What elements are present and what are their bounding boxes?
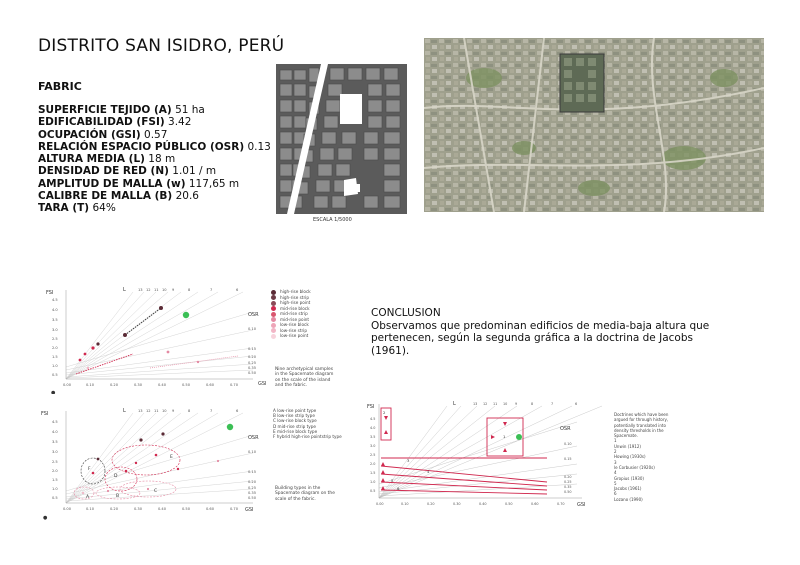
- l-tick: 11: [493, 402, 498, 406]
- metric-label: RELACIÓN ESPACIO PÚBLICO (OSR): [38, 140, 245, 153]
- l-tick: 8: [188, 409, 191, 413]
- legend-item: [271, 333, 341, 339]
- region-label: 6: [397, 486, 400, 491]
- fsi-tick: 1.0: [52, 364, 58, 368]
- osr-tick: 0.20: [248, 355, 257, 359]
- legend-swatch: [271, 323, 276, 328]
- metric-label: EDIFICABILIDAD (FSI): [38, 116, 165, 129]
- metric-value: 3.42: [168, 116, 192, 129]
- gsi-axis-label: GSI: [245, 507, 254, 513]
- fsi-tick: 4.5: [52, 420, 58, 424]
- metric-value: 0.57: [144, 128, 168, 141]
- osr-tick: 0.50: [248, 496, 257, 500]
- spacemate-chart-building-types: [38, 403, 268, 521]
- doctrine-note: 2: [614, 449, 617, 455]
- gsi-tick: 0.30: [134, 383, 143, 387]
- fsi-axis-label: FSI: [41, 411, 49, 417]
- l-tick: 6: [236, 288, 239, 292]
- gsi-tick: 0.20: [427, 502, 435, 506]
- osr-tick: 0.50: [248, 371, 257, 375]
- legend-label: low-rise strip: [280, 327, 308, 333]
- fsi-tick: 1.5: [52, 355, 58, 359]
- dashed-trend-pink: [150, 356, 238, 368]
- sample-point-highlight: [183, 312, 189, 318]
- fsi-tick: 2.0: [52, 469, 58, 473]
- doctrine-note: 4: [614, 470, 617, 476]
- l-tick: 12: [483, 402, 488, 406]
- region-label: C: [154, 489, 158, 494]
- conclusion-text: Observamos que predominan edificios de media-baja altura que pertenecen, según la segunda gráfica a la doctrina de Jacobs (1961).: [371, 319, 710, 357]
- legend-item: A low-rise point type: [273, 408, 317, 413]
- l-axis-label: L: [453, 401, 456, 407]
- sample-point: [217, 460, 219, 462]
- osr-tick: 0.20: [248, 480, 257, 484]
- metric-label: DENSIDAD DE RED (N): [38, 165, 169, 178]
- osr-tick: 0.15: [564, 457, 572, 461]
- l-tick: 10: [162, 288, 167, 292]
- gsi-axis-label: GSI: [258, 381, 267, 387]
- metric-value: 64%: [92, 202, 116, 215]
- osr-tick: 0.35: [248, 366, 257, 370]
- sample-point: [91, 346, 94, 349]
- osr-tick: 0.10: [564, 442, 572, 446]
- region-label: 5: [391, 478, 394, 483]
- metric-label: OCUPACIÓN (GSI): [38, 128, 141, 141]
- region-label: F: [88, 467, 91, 472]
- metric-value: 117,65 m: [188, 177, 240, 190]
- osr-tick: 0.35: [248, 491, 257, 495]
- l-axis-label: L: [123, 287, 126, 293]
- l-tick: 13: [138, 409, 143, 413]
- fsi-tick: 4.0: [52, 430, 58, 434]
- legend-label: mid-rise point: [280, 316, 310, 322]
- doctrine-note: Lozano (1990): [614, 496, 643, 502]
- metric-row: [38, 178, 271, 190]
- sample-point: [82, 492, 84, 494]
- doctrine-note: le Corbusier (1920s): [614, 464, 655, 470]
- osr-axis-label: OSR: [248, 312, 259, 318]
- l-tick: 10: [503, 402, 508, 406]
- legend-label: high-rise strip: [280, 294, 309, 300]
- legend-swatch: [271, 334, 276, 339]
- arrow-icon: [381, 486, 385, 490]
- arrow-icon: [381, 470, 385, 474]
- sample-point: [161, 432, 164, 435]
- l-tick: 6: [236, 409, 239, 413]
- l-rays: [66, 292, 253, 379]
- legend-swatch: [271, 290, 276, 295]
- spacemate-chart-archetypes: [38, 282, 268, 394]
- region-label: B: [116, 494, 120, 499]
- metric-label: TARA (T): [38, 202, 90, 215]
- metric-label: CALIBRE DE MALLA (B): [38, 190, 173, 203]
- l-tick: 13: [138, 288, 143, 292]
- legend-label: low-rise block: [280, 322, 309, 327]
- fsi-tick: 3.5: [52, 318, 58, 322]
- osr-tick: 0.20: [564, 475, 572, 479]
- region-label: 3: [407, 458, 410, 463]
- legend-item: C low-rise block type: [273, 418, 317, 424]
- gsi-tick: 0.10: [86, 507, 95, 511]
- gsi-tick: 0.30: [453, 502, 461, 506]
- gsi-tick: 0.70: [230, 507, 239, 511]
- l-tick: 11: [154, 409, 159, 413]
- arrow-icon: [381, 478, 385, 482]
- gsi-tick: 0.70: [230, 383, 239, 387]
- doctrine-note: Doctrines which have been argued for through history, potentially translated into density thresholds in the Spacemate.: [614, 412, 669, 439]
- metric-value: 1.01 / m: [172, 165, 217, 178]
- gsi-tick: 0.60: [206, 507, 215, 511]
- region-label: E: [170, 455, 173, 460]
- gsi-tick: 0.00: [63, 383, 72, 387]
- metric-value: 20.6: [175, 190, 199, 203]
- gsi-tick: 0.60: [206, 383, 215, 387]
- legend-item: E mid-rise block type: [273, 428, 318, 434]
- l-tick: 9: [172, 409, 175, 413]
- osr-tick: 0.10: [248, 327, 257, 331]
- arrow-icon: [503, 422, 507, 426]
- l-tick: 9: [515, 402, 518, 406]
- dashed-trend-dark: [125, 308, 161, 335]
- sample-point: [92, 472, 95, 475]
- sample-point: [147, 488, 149, 490]
- arrow-icon: [491, 435, 495, 439]
- plan-scale-label: ESCALA 1/5000: [313, 217, 352, 223]
- osr-tick: 0.35: [564, 485, 572, 489]
- fsi-tick: 4.5: [52, 298, 58, 302]
- region-label: 4: [427, 469, 430, 474]
- doctrine-note: Unwin (1912): [614, 443, 641, 449]
- region-label: 1: [503, 434, 506, 439]
- fsi-tick: 3.0: [52, 450, 58, 454]
- l-tick: 7: [210, 288, 213, 292]
- sample-point: [107, 490, 109, 492]
- legend-label: mid-rise block: [280, 305, 310, 311]
- fsi-tick: 1.0: [52, 487, 58, 491]
- metric-row: [38, 129, 271, 141]
- sample-point-high-rise: [159, 306, 163, 310]
- arrow-icon: [384, 430, 388, 434]
- metric-row: [38, 116, 271, 128]
- gsi-tick: 0.00: [63, 507, 72, 511]
- metric-value: 51 ha: [175, 104, 205, 116]
- doctrine-note: Howing (1930s): [614, 454, 646, 460]
- metric-row: [38, 104, 271, 116]
- page-title: DISTRITO SAN ISIDRO, PERÚ: [38, 36, 285, 56]
- metric-value: 18 m: [148, 153, 176, 166]
- sample-point-highlight: [516, 434, 522, 440]
- arrow-icon: [384, 416, 388, 420]
- fsi-tick: 0.5: [52, 373, 58, 377]
- sample-point-highlight: [227, 424, 233, 430]
- metric-value: 0.13: [247, 140, 271, 153]
- fabric-heading: FABRIC: [38, 80, 82, 93]
- legend-label: high-rise point: [280, 300, 311, 305]
- chart1-legend: [271, 289, 341, 339]
- fsi-tick: 3.5: [52, 440, 58, 444]
- fsi-tick: 4.0: [370, 426, 376, 430]
- arrow-icon: [381, 462, 385, 466]
- osr-tick: 0.25: [248, 486, 257, 490]
- gsi-tick: 0.40: [158, 383, 167, 387]
- metric-label: AMPLITUD DE MALLA (w): [38, 177, 186, 190]
- l-tick: 11: [154, 288, 159, 292]
- metric-row: [38, 202, 271, 214]
- l-tick: 7: [551, 402, 554, 406]
- gsi-axis-label: GSI: [577, 502, 586, 508]
- sample-point: [84, 353, 87, 356]
- l-tick: 7: [210, 409, 213, 413]
- l-tick: 9: [172, 288, 175, 292]
- osr-tick: 0.15: [248, 347, 257, 351]
- osr-axis-label: OSR: [560, 426, 571, 432]
- doctrine-boundary: [381, 490, 547, 494]
- legend-item: B low-rise strip type: [273, 413, 315, 419]
- doctrine-boundary: [381, 482, 547, 490]
- gsi-tick: 0.70: [557, 502, 565, 506]
- metric-label: ALTURA MEDIA (L): [38, 153, 145, 166]
- fsi-tick: 4.0: [52, 308, 58, 312]
- fsi-tick: 4.5: [370, 417, 376, 421]
- osr-tick: 0.25: [564, 480, 572, 484]
- osr-tick: 0.10: [248, 450, 257, 454]
- chart-index-mark: ●: [51, 390, 56, 394]
- fsi-tick: 1.0: [370, 480, 376, 484]
- region-label: A: [86, 495, 90, 500]
- sample-point: [97, 458, 100, 461]
- sample-point-high-rise: [123, 333, 127, 337]
- osr-tick: 0.50: [564, 490, 572, 494]
- arrow-icon: [503, 448, 507, 452]
- legend-swatch: [271, 312, 276, 317]
- fsi-tick: 2.0: [370, 462, 376, 466]
- legend-label: low-rise point: [280, 333, 309, 338]
- fsi-tick: 3.0: [370, 444, 376, 448]
- sample-point: [167, 351, 170, 354]
- doctrine-note: Jacobs (1961): [614, 486, 642, 492]
- region-label: 2: [383, 410, 386, 415]
- l-tick: 12: [146, 288, 151, 292]
- doctrine-note: 1: [614, 438, 617, 444]
- gsi-tick: 0.60: [531, 502, 539, 506]
- chart1-description: Nine archetypical samples in the Spacemate diagram on the scale of the island and the fabric.: [275, 367, 334, 389]
- fsi-tick: 2.5: [52, 337, 58, 341]
- metric-label: SUPERFICIE TEJIDO (A): [38, 104, 172, 116]
- fsi-tick: 2.0: [52, 346, 58, 350]
- osr-tick: 0.25: [248, 361, 257, 365]
- l-tick: 12: [146, 409, 151, 413]
- sample-point: [79, 359, 82, 362]
- legend-label: mid-rise strip: [280, 311, 308, 316]
- conclusion-heading: CONCLUSION: [371, 307, 441, 319]
- gsi-tick: 0.40: [158, 507, 167, 511]
- fsi-tick: 3.0: [52, 328, 58, 332]
- fsi-tick: 2.5: [52, 460, 58, 464]
- gsi-tick: 0.40: [479, 502, 487, 506]
- gsi-tick: 0.00: [376, 502, 384, 506]
- fsi-axis-label: FSI: [367, 404, 375, 410]
- l-tick: 8: [531, 402, 534, 406]
- fsi-tick: 1.5: [52, 478, 58, 482]
- gsi-tick: 0.10: [86, 383, 95, 387]
- sample-point: [155, 454, 158, 457]
- sample-point: [177, 468, 179, 470]
- metrics-list: [38, 104, 271, 215]
- sample-point: [96, 342, 99, 345]
- fsi-tick: 1.5: [370, 471, 376, 475]
- gsi-tick: 0.50: [182, 383, 191, 387]
- fsi-tick: 0.5: [52, 496, 58, 500]
- legend-item: F hybrid high-rise pointstrip type: [273, 434, 342, 440]
- metric-row: [38, 153, 271, 165]
- legend-label: high-rise block: [280, 289, 311, 294]
- gsi-tick: 0.30: [134, 507, 143, 511]
- chart2-description: Building types in the Spacemate diagram on the scale of the fabric.: [275, 486, 335, 502]
- l-tick: 8: [188, 288, 191, 292]
- chart2-legend: [273, 408, 343, 439]
- gsi-tick: 0.50: [182, 507, 191, 511]
- sample-point: [125, 470, 128, 473]
- chart3-notes: [614, 412, 674, 502]
- l-tick: 10: [162, 409, 167, 413]
- sample-point: [197, 361, 199, 363]
- gsi-tick: 0.10: [401, 502, 409, 506]
- doctrine-note: 5: [614, 480, 617, 486]
- l-tick: 6: [575, 402, 578, 406]
- figure-ground-plan: [276, 64, 407, 214]
- doctrine-note: Gropius (1930): [614, 475, 644, 481]
- fsi-axis-label: FSI: [46, 290, 54, 296]
- l-axis-label: L: [123, 408, 126, 414]
- gsi-tick: 0.20: [110, 507, 119, 511]
- sample-point: [135, 462, 137, 464]
- gsi-tick: 0.20: [110, 383, 119, 387]
- legend-swatch: [271, 301, 276, 306]
- legend-item: D mid-rise strip type: [273, 423, 316, 429]
- metric-row: [38, 190, 271, 202]
- conclusion-block: [371, 307, 731, 357]
- region-label: D: [114, 474, 118, 479]
- metric-row: [38, 141, 271, 153]
- doctrine-note: 3: [614, 459, 617, 465]
- aerial-photo: [424, 38, 764, 212]
- doctrine-note: 6: [614, 491, 617, 497]
- spacemate-chart-doctrines: [367, 400, 612, 512]
- sample-point: [87, 367, 89, 369]
- chart-index-mark: ●: [43, 515, 48, 521]
- fsi-tick: 0.5: [370, 489, 376, 493]
- fsi-tick: 2.5: [370, 453, 376, 457]
- osr-tick: 0.15: [248, 470, 257, 474]
- fsi-tick: 3.5: [370, 435, 376, 439]
- l-tick: 13: [473, 402, 478, 406]
- osr-axis-label: OSR: [248, 435, 259, 441]
- metric-row: [38, 165, 271, 177]
- sample-point: [139, 438, 142, 441]
- gsi-tick: 0.50: [505, 502, 513, 506]
